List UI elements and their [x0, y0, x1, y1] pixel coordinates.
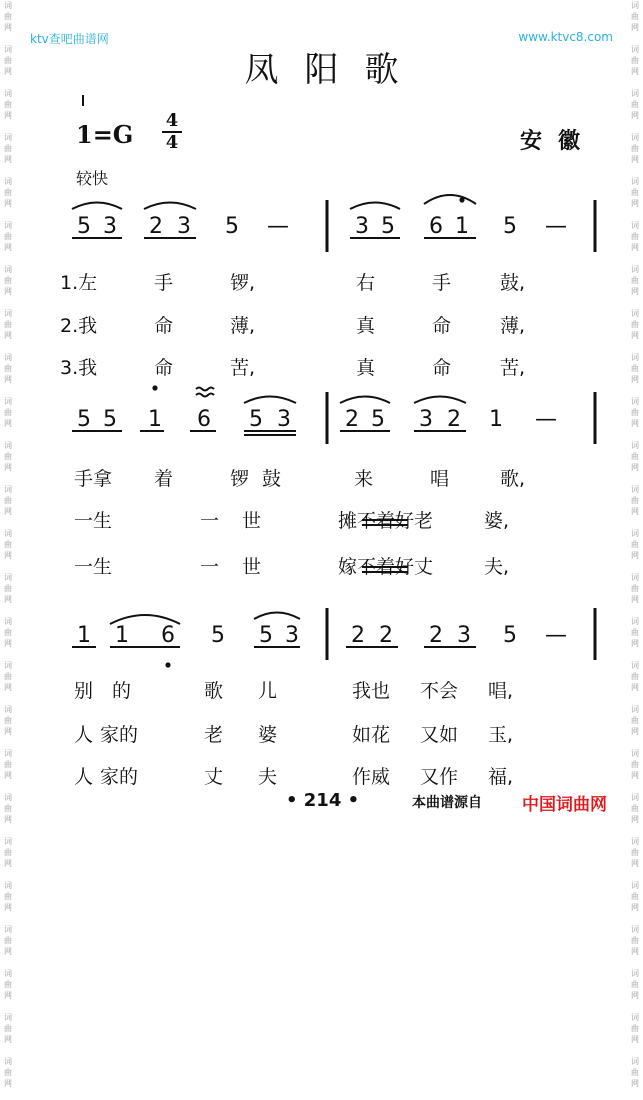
side-watermark-char: 网 [631, 551, 639, 560]
side-watermark-char: 词 [631, 617, 639, 626]
side-watermark-char: 词 [4, 221, 12, 230]
page-number: • 214 • [286, 790, 360, 811]
lyric-word: 命 [432, 357, 452, 379]
side-watermark-char: 词 [631, 837, 639, 846]
note: 1 [148, 407, 162, 432]
note: 2 [149, 214, 163, 239]
side-watermark-char: 网 [4, 771, 12, 780]
note: 6 [429, 214, 443, 239]
lyric-word: 一生 [74, 556, 113, 578]
lyric-word: 唱, [488, 680, 514, 702]
side-watermark-char: 曲 [631, 100, 639, 109]
lyric-word: 手 [432, 272, 452, 294]
lyric-word: 唱 [430, 468, 450, 490]
side-watermark-char: 网 [4, 991, 12, 1000]
side-watermark-char: 网 [4, 243, 12, 252]
note: 3 [457, 623, 471, 648]
lyric-word: 世 [242, 510, 262, 532]
side-watermark-char: 网 [4, 815, 12, 824]
side-watermark-char: 网 [4, 111, 12, 120]
side-watermark-char: 词 [631, 221, 639, 230]
side-watermark-char: 曲 [4, 144, 12, 153]
side-watermark-char: 网 [4, 463, 12, 472]
side-watermark-char: 曲 [4, 100, 12, 109]
side-watermark-char: 网 [4, 1035, 12, 1044]
side-watermark-char: 网 [4, 639, 12, 648]
side-watermark-char: 网 [4, 947, 12, 956]
side-watermark-char: 网 [631, 199, 639, 208]
side-watermark-char: 曲 [631, 12, 639, 21]
side-watermark-char: 网 [631, 111, 639, 120]
side-watermark-char: 网 [631, 23, 639, 32]
side-watermark-char: 曲 [631, 1068, 639, 1077]
emphasis-underline-line2 [362, 519, 408, 526]
site-name: 中国词曲网 [522, 795, 607, 815]
side-watermark-char: 网 [4, 155, 12, 164]
side-watermark-char: 词 [631, 1057, 639, 1066]
note: 2 [447, 407, 461, 432]
lyric-word: 家的 [100, 724, 139, 746]
lyric-word: 嫁不着好丈 [338, 556, 434, 578]
side-watermark-char: 网 [4, 727, 12, 736]
lyric-word: 薄, [500, 315, 526, 337]
lyric-word: 又作 [420, 766, 459, 788]
side-watermark-char: 曲 [4, 408, 12, 417]
side-watermark-char: 词 [4, 1057, 12, 1066]
lyric-word: 手 [154, 272, 174, 294]
side-watermark-char: 曲 [631, 188, 639, 197]
sustain-dash: — [545, 623, 567, 648]
side-watermark-char: 网 [631, 771, 639, 780]
side-watermark-char: 曲 [4, 936, 12, 945]
note: 1 [77, 623, 91, 648]
side-watermark-char: 曲 [631, 1024, 639, 1033]
side-watermark-char: 词 [631, 925, 639, 934]
note: 5 [249, 407, 263, 432]
side-watermark-char: 曲 [631, 232, 639, 241]
side-watermark-char: 曲 [4, 496, 12, 505]
side-watermark-char: 词 [4, 749, 12, 758]
side-watermark-char: 曲 [631, 760, 639, 769]
side-watermark-char: 网 [631, 859, 639, 868]
side-watermark-char: 网 [631, 595, 639, 604]
side-watermark-char: 曲 [4, 628, 12, 637]
watermark-top-left: ktv查吧曲谱网 [30, 32, 109, 46]
side-watermark-char: 网 [631, 903, 639, 912]
side-watermark-char: 曲 [631, 804, 639, 813]
side-watermark-char: 曲 [631, 584, 639, 593]
lyric-word: 2.我 [60, 315, 98, 337]
side-watermark-char: 曲 [631, 364, 639, 373]
side-watermark-char: 词 [4, 793, 12, 802]
side-watermark-char: 网 [4, 507, 12, 516]
note: 5 [503, 623, 517, 648]
side-watermark-char: 词 [4, 485, 12, 494]
lyric-word: 薄, [230, 315, 256, 337]
side-watermark-char: 网 [631, 991, 639, 1000]
side-watermark-char: 词 [631, 749, 639, 758]
side-watermark-char: 词 [4, 529, 12, 538]
lyric-word: 苦, [500, 357, 526, 379]
side-watermark-char: 词 [4, 617, 12, 626]
side-watermark-char: 词 [4, 1, 12, 10]
side-watermark-char: 曲 [631, 672, 639, 681]
side-watermark-char: 网 [4, 551, 12, 560]
side-watermark-char: 词 [4, 969, 12, 978]
side-watermark-char: 曲 [631, 716, 639, 725]
side-watermark-char: 词 [631, 529, 639, 538]
side-watermark-char: 词 [631, 89, 639, 98]
side-watermark-char: 词 [631, 441, 639, 450]
note: 3 [277, 407, 291, 432]
side-watermark-char: 词 [4, 837, 12, 846]
side-watermark-char: 网 [4, 23, 12, 32]
side-watermark-char: 网 [631, 507, 639, 516]
lyric-word: 人 [74, 766, 94, 788]
side-watermark-char: 曲 [631, 56, 639, 65]
side-watermark-char: 词 [631, 969, 639, 978]
side-watermark-char: 网 [631, 287, 639, 296]
side-watermark-char: 词 [631, 353, 639, 362]
note: 5 [371, 407, 385, 432]
side-watermark-char: 曲 [4, 540, 12, 549]
side-watermark-char: 网 [4, 419, 12, 428]
lyric-word: 我也 [352, 680, 391, 702]
side-watermark-char: 曲 [4, 892, 12, 901]
side-watermark-char: 曲 [4, 760, 12, 769]
side-watermark-char: 网 [631, 375, 639, 384]
lyric-word: 夫 [258, 766, 278, 788]
note: 1 [489, 407, 503, 432]
lyric-word: 一 [200, 510, 220, 532]
side-watermark-char: 词 [631, 661, 639, 670]
side-watermark-char: 网 [631, 463, 639, 472]
lyric-word: 又如 [420, 724, 459, 746]
side-watermark-char: 曲 [4, 804, 12, 813]
note: 3 [419, 407, 433, 432]
note: 2 [351, 623, 365, 648]
lyric-word: 作威 [352, 766, 391, 788]
lyric-word: 命 [154, 315, 174, 337]
note: 3 [177, 214, 191, 239]
side-watermark-char: 曲 [4, 980, 12, 989]
side-watermark-char: 网 [631, 947, 639, 956]
side-watermark-char: 词 [4, 309, 12, 318]
lyric-word: 锣 [230, 468, 250, 490]
side-watermark-char: 词 [4, 881, 12, 890]
side-watermark-char: 网 [631, 155, 639, 164]
note: 5 [77, 407, 91, 432]
side-watermark-char: 词 [631, 309, 639, 318]
side-watermark-char: 网 [4, 331, 12, 340]
lyric-word: 摊不着好老 [338, 510, 434, 532]
lyric-word: 真 [356, 357, 376, 379]
side-watermark-char: 词 [631, 881, 639, 890]
side-watermark-char: 曲 [631, 936, 639, 945]
side-watermark-char: 网 [631, 67, 639, 76]
side-watermark-char: 词 [4, 89, 12, 98]
side-watermark-char: 词 [631, 793, 639, 802]
time-signature-top: 4 [165, 110, 179, 131]
side-watermark-char: 词 [631, 705, 639, 714]
side-watermark-char: 曲 [4, 232, 12, 241]
lyric-word: 歌 [204, 680, 224, 702]
note: 2 [379, 623, 393, 648]
lyric-word: 3.我 [60, 357, 98, 379]
lyric-word: 1.左 [60, 272, 98, 294]
side-watermark-char: 网 [4, 199, 12, 208]
side-watermark-char: 曲 [4, 276, 12, 285]
side-watermark-char: 曲 [4, 848, 12, 857]
side-watermark-char: 网 [4, 903, 12, 912]
side-watermark-char: 网 [631, 815, 639, 824]
region-label: 安徽 [520, 129, 597, 154]
song-title: 凤阳歌 [244, 50, 425, 90]
side-watermark-char: 词 [4, 661, 12, 670]
lyric-word: 世 [242, 556, 262, 578]
side-watermark-char: 网 [631, 683, 639, 692]
lyric-word: 苦, [230, 357, 256, 379]
side-watermark-char: 网 [4, 595, 12, 604]
side-watermark-char: 曲 [4, 452, 12, 461]
side-watermark-char: 词 [4, 265, 12, 274]
emphasis-underline-line3 [362, 566, 408, 573]
note: 5 [211, 623, 225, 648]
side-watermark-char: 词 [4, 441, 12, 450]
side-watermark-char: 网 [631, 1079, 639, 1088]
note: 3 [355, 214, 369, 239]
side-watermark-char: 曲 [631, 408, 639, 417]
side-watermark-char: 词 [4, 177, 12, 186]
sustain-dash: — [267, 214, 289, 239]
side-watermark-char: 词 [4, 45, 12, 54]
side-watermark-char: 网 [4, 859, 12, 868]
note: 6 [197, 407, 211, 432]
side-watermark-char: 曲 [631, 848, 639, 857]
side-watermark-char: 曲 [4, 56, 12, 65]
sustain-dash: — [535, 407, 557, 432]
lyric-word: 一生 [74, 510, 113, 532]
side-watermark-char: 网 [4, 683, 12, 692]
lyric-word: 命 [432, 315, 452, 337]
note: 1 [115, 623, 129, 648]
side-watermark-char: 词 [631, 265, 639, 274]
note: 3 [285, 623, 299, 648]
side-watermark-char: 网 [631, 419, 639, 428]
side-watermark-char: 词 [631, 485, 639, 494]
side-watermark-char: 网 [631, 727, 639, 736]
side-watermark-char: 曲 [631, 452, 639, 461]
side-watermark-char: 网 [631, 243, 639, 252]
lyric-word: 右 [356, 272, 376, 294]
sustain-dash: — [545, 214, 567, 239]
side-watermark-char: 词 [4, 397, 12, 406]
side-watermark-char: 词 [631, 397, 639, 406]
source-label: 本曲谱源自 [412, 795, 482, 811]
side-watermark-char: 曲 [631, 144, 639, 153]
lyric-word: 福, [488, 766, 514, 788]
side-watermark-char: 曲 [631, 980, 639, 989]
side-watermark-char: 曲 [631, 628, 639, 637]
side-watermark-char: 曲 [4, 584, 12, 593]
side-watermark-char: 词 [4, 925, 12, 934]
lyric-word: 的 [112, 680, 132, 702]
side-watermark-char: 词 [631, 573, 639, 582]
lyric-word: 歌, [500, 468, 526, 490]
side-watermark-char: 曲 [4, 672, 12, 681]
side-watermark-char: 曲 [4, 188, 12, 197]
side-watermark-char: 网 [631, 331, 639, 340]
note: 5 [259, 623, 273, 648]
side-watermark-char: 曲 [4, 364, 12, 373]
key-signature: 1=G [76, 120, 134, 149]
side-watermark-char: 曲 [631, 540, 639, 549]
side-watermark-char: 网 [631, 639, 639, 648]
side-watermark-char: 网 [4, 67, 12, 76]
note: 3 [103, 214, 117, 239]
watermark-top-right: www.ktvc8.com [518, 30, 613, 44]
lyric-word: 鼓 [262, 468, 282, 490]
lyric-word: 儿 [258, 680, 278, 702]
side-watermark-char: 词 [4, 353, 12, 362]
note: 5 [381, 214, 395, 239]
side-watermark-char: 曲 [631, 320, 639, 329]
lyric-word: 玉, [488, 724, 514, 746]
side-watermark-char: 曲 [631, 496, 639, 505]
lyric-word: 老 [204, 724, 224, 746]
lyric-word: 手拿 [74, 468, 113, 490]
side-watermark-char: 曲 [4, 1068, 12, 1077]
note: 6 [161, 623, 175, 648]
lyric-word: 命 [154, 357, 174, 379]
note: 2 [429, 623, 443, 648]
lyric-word: 夫, [484, 556, 510, 578]
tempo-marking: 较快 [76, 169, 109, 188]
lyric-word: 人 [74, 724, 94, 746]
note: 2 [345, 407, 359, 432]
side-watermark-char: 曲 [631, 892, 639, 901]
side-watermark-char: 词 [631, 1, 639, 10]
side-watermark-char: 网 [4, 375, 12, 384]
side-watermark-char: 曲 [4, 716, 12, 725]
side-watermark-char: 词 [4, 705, 12, 714]
side-watermark-char: 网 [4, 287, 12, 296]
lyric-word: 锣, [230, 272, 256, 294]
note: 5 [503, 214, 517, 239]
lyric-word: 着 [154, 468, 174, 490]
side-watermark-char: 网 [631, 1035, 639, 1044]
side-watermark-char: 词 [631, 45, 639, 54]
side-watermark-char: 词 [631, 1013, 639, 1022]
lyric-word: 家的 [100, 766, 139, 788]
lyric-word: 真 [356, 315, 376, 337]
side-watermark-char: 曲 [4, 1024, 12, 1033]
side-watermark-char: 曲 [4, 320, 12, 329]
lyric-word: 不会 [420, 680, 459, 702]
lyric-word: 婆 [258, 724, 278, 746]
lyric-word: 别 [74, 680, 94, 702]
side-watermark-char: 词 [4, 573, 12, 582]
lyric-word: 丈 [204, 766, 224, 788]
lyric-word: 一 [200, 556, 220, 578]
lyric-word: 鼓, [500, 272, 526, 294]
note: 5 [103, 407, 117, 432]
time-signature-bottom: 4 [165, 132, 179, 153]
side-watermark-char: 词 [631, 133, 639, 142]
note: 5 [225, 214, 239, 239]
lyric-word: 来 [354, 468, 374, 490]
side-watermark-char: 词 [4, 1013, 12, 1022]
side-watermark-char: 网 [4, 1079, 12, 1088]
side-watermark-char: 词 [4, 133, 12, 142]
note: 1 [455, 214, 469, 239]
side-watermark-char: 曲 [631, 276, 639, 285]
side-watermark-char: 曲 [4, 12, 12, 21]
lyric-word: 如花 [352, 724, 391, 746]
lyric-word: 婆, [484, 510, 510, 532]
side-watermark-char: 词 [631, 177, 639, 186]
note: 5 [77, 214, 91, 239]
